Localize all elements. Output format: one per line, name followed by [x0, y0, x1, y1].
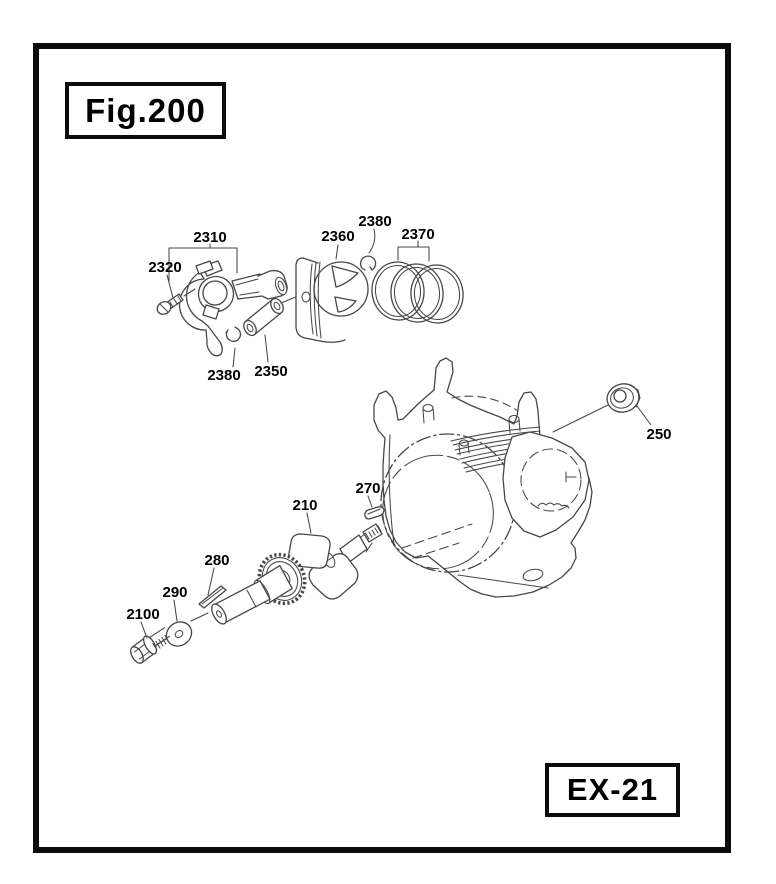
callout-2310: 2310 — [193, 229, 227, 246]
callout-250: 250 — [646, 426, 672, 443]
washer-290 — [162, 613, 208, 651]
callout-2380-top: 2380 — [358, 213, 392, 230]
woodruff-key-270 — [365, 507, 384, 519]
callout-2370: 2370 — [401, 226, 435, 243]
piston-rings-drawing — [369, 259, 466, 325]
callout-2350: 2350 — [254, 363, 288, 380]
callout-270: 270 — [355, 480, 381, 497]
callout-210: 210 — [292, 497, 318, 514]
callout-2100: 2100 — [126, 606, 160, 623]
sheet-code-label: EX-21 — [566, 772, 659, 807]
callout-290: 290 — [162, 584, 188, 601]
crankcase-drawing — [367, 358, 592, 597]
crankshaft-drawing — [209, 524, 382, 626]
callout-280: 280 — [204, 552, 230, 569]
callout-2380-bottom: 2380 — [207, 367, 241, 384]
circlip-bottom-2380 — [226, 327, 240, 341]
flange-bolt-2100 — [128, 628, 169, 666]
flange-nut-250 — [553, 380, 651, 432]
piston-drawing — [296, 258, 368, 342]
figure-number-label: Fig.200 — [85, 91, 206, 129]
callout-2320: 2320 — [148, 259, 182, 276]
callout-2360: 2360 — [321, 228, 355, 245]
circlip-top-2380 — [361, 256, 376, 270]
piston-pin-drawing — [241, 294, 303, 338]
